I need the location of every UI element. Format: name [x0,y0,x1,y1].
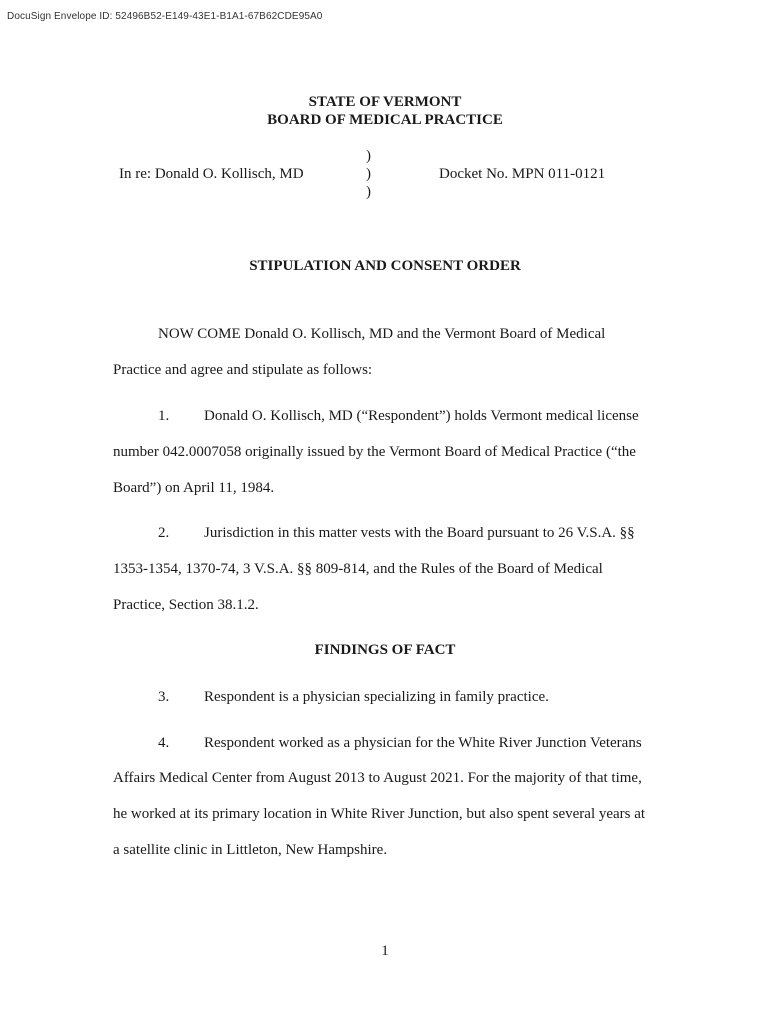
intro-line-2: Practice and agree and stipulate as follows: [113,362,373,378]
header-board: BOARD OF MEDICAL PRACTICE [267,112,503,128]
caption-in-re: In re: Donald O. Kollisch, MD [119,166,304,182]
paragraph-number: 1. [158,408,170,424]
findings-heading: FINDINGS OF FACT [314,642,456,658]
finding-first-line: Respondent worked as a physician for the White River Junction Veterans [204,735,642,751]
paragraph-first-line: Jurisdiction in this matter vests with the Board pursuant to 26 V.S.A. §§ [204,525,635,541]
finding-number: 3. [158,689,170,705]
document-title: STIPULATION AND CONSENT ORDER [249,258,521,274]
caption-paren: ) [366,148,371,164]
paragraph-first-line: Donald O. Kollisch, MD (“Respondent”) holds Vermont medical license [204,408,639,424]
caption-paren: ) [366,166,371,182]
paragraph-line: 1353-1354, 1370-74, 3 V.S.A. §§ 809-814, and the Rules of the Board of Medical [113,561,603,577]
finding-number: 4. [158,735,170,751]
caption-parens [366,147,371,201]
page-number: 1 [381,943,389,959]
paragraph-line: Board”) on April 11, 1984. [113,480,275,496]
docusign-envelope-id: DocuSign Envelope ID: 52496B52-E149-43E1-B1A1-67B62CDE95A0 [7,11,323,22]
finding-line: he worked at its primary location in White River Junction, but also spent several years at [113,806,646,822]
paragraph-number: 2. [158,525,170,541]
header-state: STATE OF VERMONT [308,94,462,110]
paragraph-line: Practice, Section 38.1.2. [113,597,259,613]
caption-paren: ) [366,184,371,200]
caption-docket: Docket No. MPN 011-0121 [439,166,606,182]
finding-first-line: Respondent is a physician specializing in family practice. [204,689,549,705]
finding-line: Affairs Medical Center from August 2013 to August 2021. For the majority of that time, [113,770,642,786]
intro-line-1: NOW COME Donald O. Kollisch, MD and the Vermont Board of Medical [158,326,606,342]
finding-line: a satellite clinic in Littleton, New Hampshire. [113,842,388,858]
paragraph-line: number 042.0007058 originally issued by the Vermont Board of Medical Practice (“the [113,444,636,460]
